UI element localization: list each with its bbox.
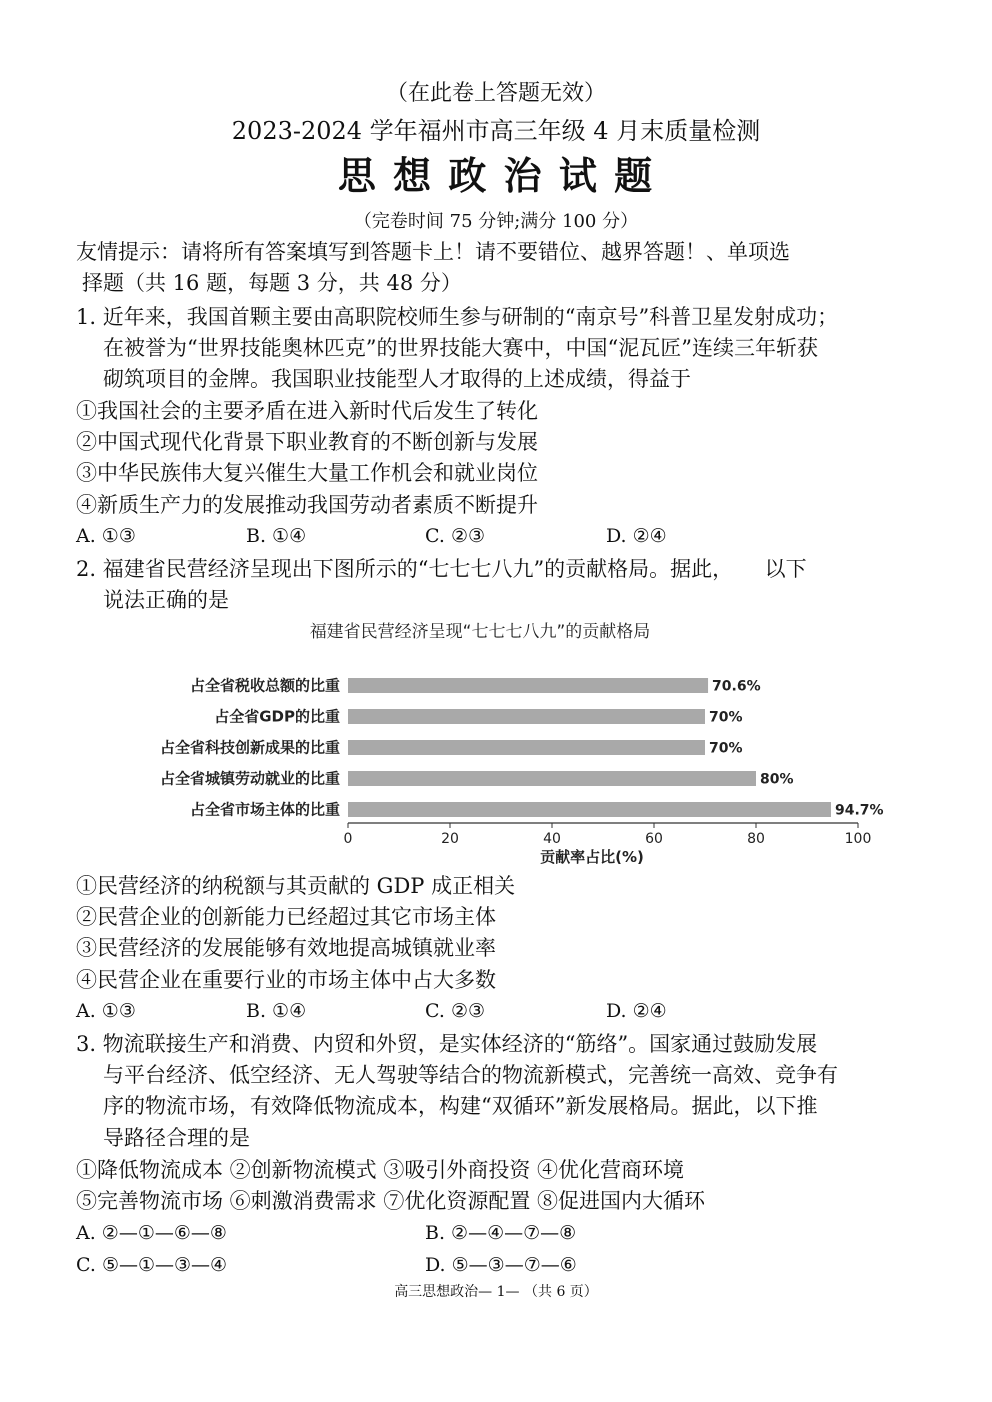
q3-option-a: A. ②—①—⑥—⑧ [76,1222,227,1244]
x-tick-label: 40 [543,831,561,847]
x-tick-label: 0 [343,831,353,847]
q2-option-d: D. ②④ [606,1000,667,1022]
q3-option-c: C. ⑤—①—③—④ [76,1254,228,1276]
bar [348,678,708,693]
q2-option-a: A. ①③ [76,1000,136,1022]
q1-item-4: ④新质生产力的发展推动我国劳动者素质不断提升 [76,493,538,517]
x-tick-label: 80 [747,831,765,847]
tips-line-1: 友情提示：请将所有答案填写到答题卡上！请不要错位、越界答题！、单项选 [76,240,790,264]
q2-stem-1: 2. 福建省民营经济呈现出下图所示的“七七七八九”的贡献格局。据此， 以下 [76,557,807,581]
category-label: 占全省城镇劳动就业的比重 [159,769,340,788]
q1-option-c: C. ②③ [425,525,486,547]
x-axis-label: 贡献率占比(%) [540,848,644,866]
q2-stem-2: 说法正确的是 [103,588,229,612]
category-label: 占全省市场主体的比重 [189,800,340,819]
category-label: 占全省GDP的比重 [214,707,340,726]
bar-value-label: 70% [709,740,743,757]
q2-item-1: ①民营经济的纳税额与其贡献的 GDP 成正相关 [76,874,516,898]
q1-item-2: ②中国式现代化背景下职业教育的不断创新与发展 [76,430,538,454]
exam-title: 2023-2024 学年福州市高三年级 4 月末质量检测 [231,117,761,145]
q2-option-c: C. ②③ [425,1000,486,1022]
bar [348,771,756,786]
q3-item-1: ①降低物流成本 ②创新物流模式 ③吸引外商投资 ④优化营商环境 [76,1158,685,1182]
q1-item-1: ①我国社会的主要矛盾在进入新时代后发生了转化 [76,399,538,423]
contribution-bar-chart [110,615,890,870]
bar-value-label: 80% [760,771,794,788]
category-label: 占全省科技创新成果的比重 [159,738,340,757]
q3-stem-2: 与平台经济、低空经济、无人驾驶等结合的物流新模式，完善统一高效、竞争有 [103,1063,838,1087]
q1-option-a: A. ①③ [76,525,136,547]
chart-title: 福建省民营经济呈现“七七七八九”的贡献格局 [309,622,651,642]
q1-stem-2: 在被誉为“世界技能奥林匹克”的世界技能大赛中，中国“泥瓦匠”连续三年斩获 [103,336,818,360]
x-tick-label: 100 [844,831,872,847]
q1-item-3: ③中华民族伟大复兴催生大量工作机会和就业岗位 [76,461,538,485]
bar [348,740,705,755]
tips-line-2: 择题（共 16 题，每题 3 分，共 48 分） [82,271,462,295]
q2-option-b: B. ①④ [246,1000,307,1022]
x-tick-label: 60 [645,831,663,847]
x-tick-label: 20 [441,831,459,847]
q1-stem-1: 1. 近年来，我国首颗主要由高职院校师生参与研制的“南京号”科普卫星发射成功； [76,305,839,329]
q3-stem-3: 序的物流市场，有效降低物流成本，构建“双循环”新发展格局。据此，以下推 [103,1094,818,1118]
q1-option-d: D. ②④ [606,525,667,547]
q2-item-2: ②民营企业的创新能力已经超过其它市场主体 [76,905,496,929]
page-footer: 高三思想政治— 1— （共 6 页） [394,1284,598,1300]
category-label: 占全省税收总额的比重 [189,676,340,695]
bar [348,802,831,817]
notice: （在此卷上答题无效） [385,81,606,106]
bar-value-label: 94.7% [834,802,884,819]
q1-stem-3: 砌筑项目的金牌。我国职业技能型人才取得的上述成绩，得益于 [103,367,691,391]
time-info: （完卷时间 75 分钟;满分 100 分） [353,211,639,232]
q3-option-d: D. ⑤—③—⑦—⑥ [425,1254,577,1276]
q3-stem-4: 导路径合理的是 [103,1126,250,1150]
q3-option-b: B. ②—④—⑦—⑧ [425,1222,577,1244]
subject-title: 思 想 政 治 试 题 [337,153,655,198]
q1-option-b: B. ①④ [246,525,307,547]
q3-item-2: ⑤完善物流市场 ⑥刺激消费需求 ⑦优化资源配置 ⑧促进国内大循环 [76,1189,706,1213]
q2-item-3: ③民营经济的发展能够有效地提高城镇就业率 [76,936,496,960]
q3-stem-1: 3. 物流联接生产和消费、内贸和外贸，是实体经济的“筋络”。国家通过鼓励发展 [76,1032,818,1056]
bar-value-label: 70% [709,709,743,726]
bar [348,709,705,724]
bar-value-label: 70.6% [712,678,761,695]
q2-item-4: ④民营企业在重要行业的市场主体中占大多数 [76,968,496,992]
